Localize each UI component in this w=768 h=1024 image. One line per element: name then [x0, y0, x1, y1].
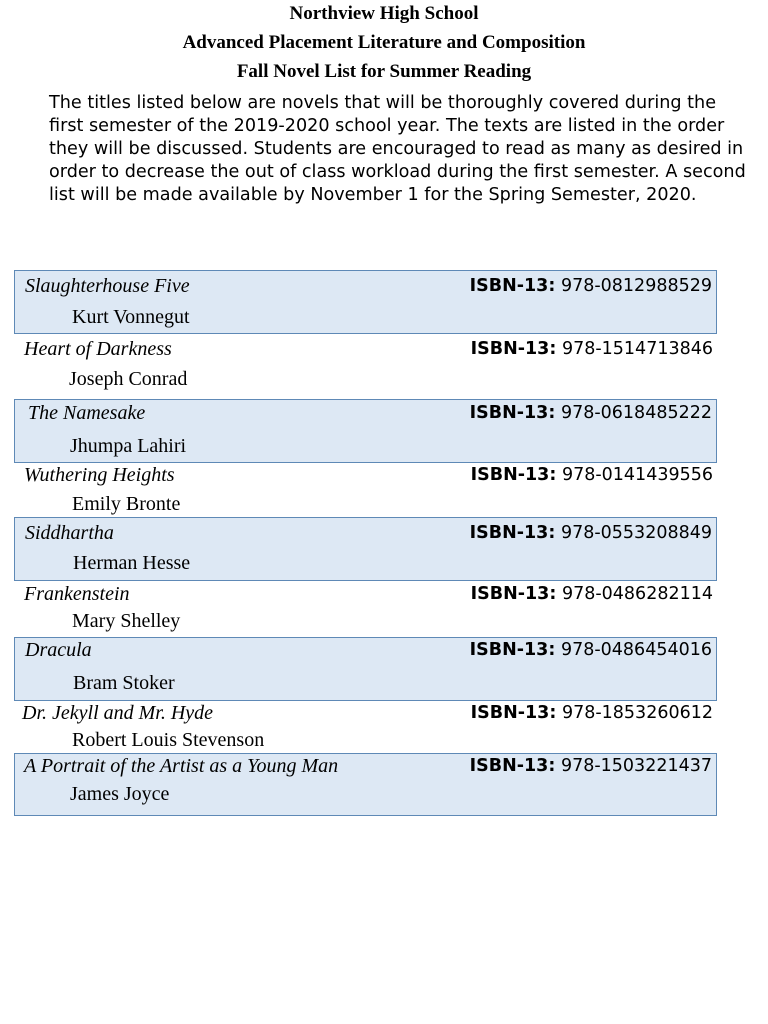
isbn-label: ISBN-13: [469, 523, 556, 543]
book-title: Siddhartha [25, 522, 114, 544]
book-title: The Namesake [28, 402, 146, 424]
book-isbn [471, 702, 713, 724]
book-isbn [471, 338, 713, 360]
book-row-2 [14, 336, 717, 398]
book-row-5 [14, 517, 717, 581]
book-author: Robert Louis Stevenson [72, 729, 265, 751]
isbn-label: ISBN-13: [470, 339, 557, 359]
book-author: Joseph Conrad [69, 368, 188, 390]
book-title: Frankenstein [24, 583, 130, 605]
book-isbn [470, 522, 712, 544]
book-author: Mary Shelley [72, 610, 181, 632]
book-row-9 [14, 753, 717, 816]
book-author: Emily Bronte [72, 493, 181, 515]
intro-paragraph: The titles listed below are novels that will be thoroughly covered during the first semester of the 2019-2020 school year. The texts are listed in the order they will be discussed. Students are encouraged to read as many as desired in order to decrease the out of class workload during the first semester. A second list will be made available by November 1 for the Spring Semester, 2020. [49, 93, 746, 205]
book-author: Herman Hesse [73, 552, 191, 574]
book-row-1 [14, 270, 717, 334]
isbn-label: ISBN-13: [469, 403, 556, 423]
book-title: Slaughterhouse Five [25, 275, 190, 297]
book-title: Dracula [25, 639, 92, 661]
book-isbn [471, 583, 713, 605]
isbn-value: 978-0141439556 [561, 465, 713, 485]
isbn-label: ISBN-13: [470, 584, 557, 604]
isbn-label: ISBN-13: [469, 756, 556, 776]
book-row-4 [14, 463, 717, 517]
book-row-3 [14, 399, 717, 463]
book-isbn [470, 755, 712, 777]
isbn-label: ISBN-13: [469, 640, 556, 660]
book-author: Jhumpa Lahiri [70, 435, 187, 457]
isbn-value: 978-1514713846 [561, 339, 713, 359]
book-title: A Portrait of the Artist as a Young Man [24, 755, 339, 777]
book-row-7 [14, 637, 717, 701]
list-title: Fall Novel List for Summer Reading [236, 61, 532, 82]
book-row-6 [14, 582, 717, 636]
book-author: Kurt Vonnegut [72, 306, 190, 328]
isbn-value: 978-0486454016 [560, 640, 712, 660]
book-isbn [470, 402, 712, 424]
book-isbn [470, 639, 712, 661]
course-title: Advanced Placement Literature and Composition [182, 32, 586, 53]
isbn-value: 978-0486282114 [561, 584, 713, 604]
isbn-label: ISBN-13: [470, 465, 557, 485]
book-title: Heart of Darkness [24, 338, 172, 360]
isbn-value: 978-0812988529 [560, 276, 712, 296]
book-author: Bram Stoker [73, 672, 175, 694]
book-isbn [470, 275, 712, 297]
isbn-label: ISBN-13: [470, 703, 557, 723]
isbn-label: ISBN-13: [469, 276, 556, 296]
book-author: James Joyce [70, 783, 170, 805]
isbn-value: 978-1503221437 [560, 756, 712, 776]
book-isbn [471, 464, 713, 486]
isbn-value: 978-0553208849 [560, 523, 712, 543]
book-row-8 [14, 701, 717, 753]
book-title: Dr. Jekyll and Mr. Hyde [22, 702, 214, 724]
book-title: Wuthering Heights [24, 464, 175, 486]
isbn-value: 978-0618485222 [560, 403, 712, 423]
isbn-value: 978-1853260612 [561, 703, 713, 723]
school-name: Northview High School [289, 3, 479, 24]
